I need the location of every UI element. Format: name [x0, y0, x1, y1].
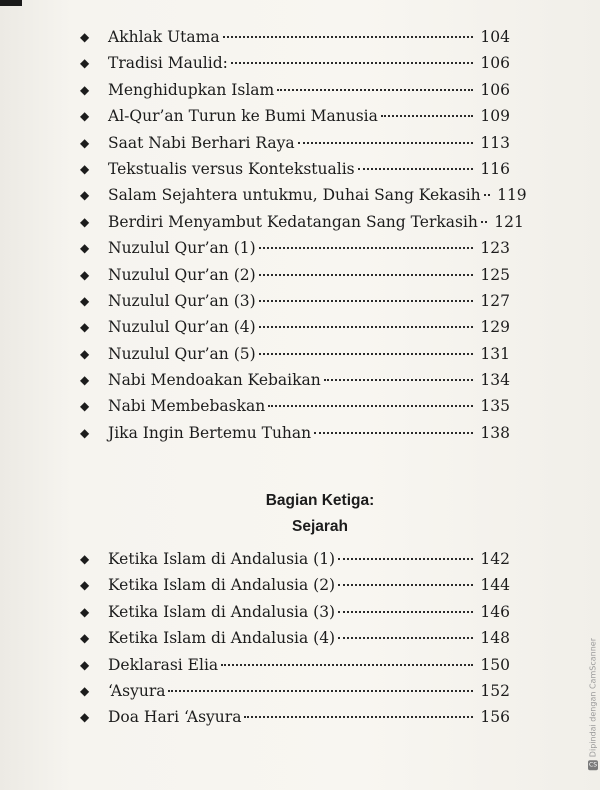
- toc-entry-title: Al-Qur’an Turun ke Bumi Manusia: [108, 107, 378, 126]
- dot-leader: [338, 583, 473, 586]
- diamond-bullet-icon: ◆: [80, 425, 90, 440]
- dot-leader: [381, 114, 473, 117]
- dot-leader: [484, 193, 490, 196]
- toc-entry: [80, 103, 510, 129]
- dot-leader: [244, 715, 473, 718]
- toc-entry: [80, 546, 510, 572]
- toc-entry-title: ‘Asyura: [108, 681, 166, 700]
- dot-leader: [338, 636, 473, 639]
- dot-leader: [268, 404, 473, 407]
- diamond-bullet-icon: ◆: [80, 399, 90, 414]
- diamond-bullet-icon: ◆: [80, 267, 90, 282]
- toc-entry-page: 146: [480, 602, 510, 621]
- toc-entry: [80, 209, 524, 235]
- toc-entry-page: 131: [480, 344, 510, 363]
- toc-entry-title: Nuzulul Qur’an (5): [108, 344, 256, 363]
- diamond-bullet-icon: ◆: [80, 109, 90, 124]
- toc-entry-page: 125: [480, 265, 510, 284]
- toc-entry-page: 119: [497, 186, 527, 205]
- toc-entry: [80, 367, 510, 393]
- toc-entry-page: 148: [480, 629, 510, 648]
- dot-leader: [223, 35, 473, 38]
- dot-leader: [338, 557, 473, 560]
- diamond-bullet-icon: ◆: [80, 293, 90, 308]
- toc-entry: [80, 262, 510, 288]
- toc-entry-title: Menghidupkan Islam: [108, 80, 275, 99]
- diamond-bullet-icon: ◆: [80, 657, 90, 672]
- diamond-bullet-icon: ◆: [80, 346, 90, 361]
- diamond-bullet-icon: ◆: [80, 188, 90, 203]
- toc-entry: [80, 288, 510, 314]
- section-label: Bagian Ketiga:: [265, 492, 375, 509]
- toc-entry-title: Nuzulul Qur’an (1): [108, 239, 256, 258]
- toc-entry-title: Saat Nabi Berhari Raya: [108, 133, 295, 152]
- toc-entry-title: Akhlak Utama: [108, 28, 220, 46]
- diamond-bullet-icon: ◆: [80, 82, 90, 97]
- toc-entry-title: Ketika Islam di Andalusia (2): [108, 576, 336, 595]
- dot-leader: [259, 273, 473, 276]
- scanner-watermark-text: Dipindai dengan CamScanner: [588, 637, 598, 757]
- dot-leader: [314, 431, 473, 434]
- toc-entry-title: Tekstualis versus Kontekstualis: [108, 159, 355, 178]
- dot-leader: [481, 220, 487, 223]
- diamond-bullet-icon: ◆: [80, 373, 90, 388]
- toc-entry-title: Nuzulul Qur’an (2): [108, 265, 256, 284]
- toc-entry: [80, 77, 510, 103]
- table-of-contents-part-2: [80, 546, 510, 731]
- diamond-bullet-icon: ◆: [80, 552, 90, 566]
- dot-leader: [168, 689, 473, 692]
- toc-entry: [80, 420, 510, 446]
- toc-entry: [80, 599, 510, 625]
- toc-entry-title: Ketika Islam di Andalusia (4): [108, 629, 336, 648]
- toc-entry-title: Salam Sejahtera untukmu, Duhai Sang Kekasih: [108, 186, 481, 205]
- toc-entry-page: 106: [480, 54, 510, 73]
- diamond-bullet-icon: ◆: [80, 604, 90, 619]
- toc-entry-title: Ketika Islam di Andalusia (1): [108, 550, 336, 568]
- toc-entry-title: Berdiri Menyambut Kedatangan Sang Terkasih: [108, 212, 478, 231]
- toc-entry-page: 144: [480, 576, 510, 595]
- toc-entry-page: 116: [480, 159, 510, 178]
- dot-leader: [259, 299, 473, 302]
- toc-entry-page: 123: [480, 239, 510, 258]
- camscanner-logo-icon: CS: [589, 761, 597, 769]
- toc-entry: [80, 704, 510, 730]
- scanner-watermark: [588, 638, 598, 770]
- toc-entry-page: 152: [480, 681, 510, 700]
- toc-entry-page: 134: [480, 371, 510, 390]
- toc-entry-page: 156: [480, 708, 510, 727]
- table-of-contents-part-1: [80, 24, 527, 446]
- toc-entry: [80, 130, 510, 156]
- toc-entry-page: 129: [480, 318, 510, 337]
- page-corner-mark: [0, 0, 22, 6]
- toc-entry: [80, 625, 510, 651]
- toc-entry-title: Nuzulul Qur’an (3): [108, 291, 256, 310]
- dot-leader: [277, 88, 473, 91]
- toc-entry-page: 135: [480, 397, 510, 416]
- toc-entry-page: 109: [480, 107, 510, 126]
- toc-entry: [80, 182, 527, 208]
- dot-leader: [231, 61, 473, 64]
- toc-entry: [80, 235, 510, 261]
- toc-entry-title: Doa Hari ‘Asyura: [108, 708, 242, 727]
- toc-entry-page: 121: [494, 212, 524, 231]
- toc-entry-page: 138: [480, 423, 510, 442]
- section-heading: [190, 492, 450, 510]
- toc-entry: [80, 156, 510, 182]
- toc-entry-title: Nabi Mendoakan Kebaikan: [108, 371, 321, 390]
- dot-leader: [298, 141, 473, 144]
- section-title: Sejarah: [291, 518, 348, 535]
- toc-entry-page: 113: [480, 133, 510, 152]
- diamond-bullet-icon: ◆: [80, 214, 90, 229]
- toc-entry: [80, 314, 510, 340]
- toc-entry: [80, 50, 510, 76]
- diamond-bullet-icon: ◆: [80, 631, 90, 646]
- toc-entry-page: 106: [480, 80, 510, 99]
- dot-leader: [324, 378, 473, 381]
- toc-entry-title: Nabi Membebaskan: [108, 397, 266, 416]
- diamond-bullet-icon: ◆: [80, 30, 90, 44]
- diamond-bullet-icon: ◆: [80, 161, 90, 176]
- dot-leader: [259, 246, 473, 249]
- dot-leader: [259, 325, 473, 328]
- toc-entry: [80, 24, 510, 50]
- toc-entry-page: 150: [480, 655, 510, 674]
- toc-entry: [80, 678, 510, 704]
- toc-entry-title: Ketika Islam di Andalusia (3): [108, 602, 336, 621]
- toc-entry: [80, 652, 510, 678]
- diamond-bullet-icon: ◆: [80, 578, 90, 593]
- toc-entry-title: Jika Ingin Bertemu Tuhan: [108, 423, 312, 442]
- toc-entry-title: Deklarasi Elia: [108, 655, 219, 674]
- toc-entry: [80, 393, 510, 419]
- dot-leader: [221, 663, 473, 666]
- dot-leader: [338, 610, 473, 613]
- toc-entry: [80, 572, 510, 598]
- toc-entry-title: Tradisi Maulid:: [108, 54, 228, 73]
- diamond-bullet-icon: ◆: [80, 710, 90, 725]
- section-heading-title: [190, 518, 450, 536]
- toc-entry-page: 142: [480, 550, 510, 568]
- diamond-bullet-icon: ◆: [80, 683, 90, 698]
- diamond-bullet-icon: ◆: [80, 56, 90, 71]
- dot-leader: [259, 352, 473, 355]
- toc-entry-page: 127: [480, 291, 510, 310]
- diamond-bullet-icon: ◆: [80, 320, 90, 335]
- dot-leader: [358, 167, 473, 170]
- toc-entry-page: 104: [480, 28, 510, 46]
- toc-entry-title: Nuzulul Qur’an (4): [108, 318, 256, 337]
- diamond-bullet-icon: ◆: [80, 135, 90, 150]
- toc-entry: [80, 341, 510, 367]
- diamond-bullet-icon: ◆: [80, 241, 90, 256]
